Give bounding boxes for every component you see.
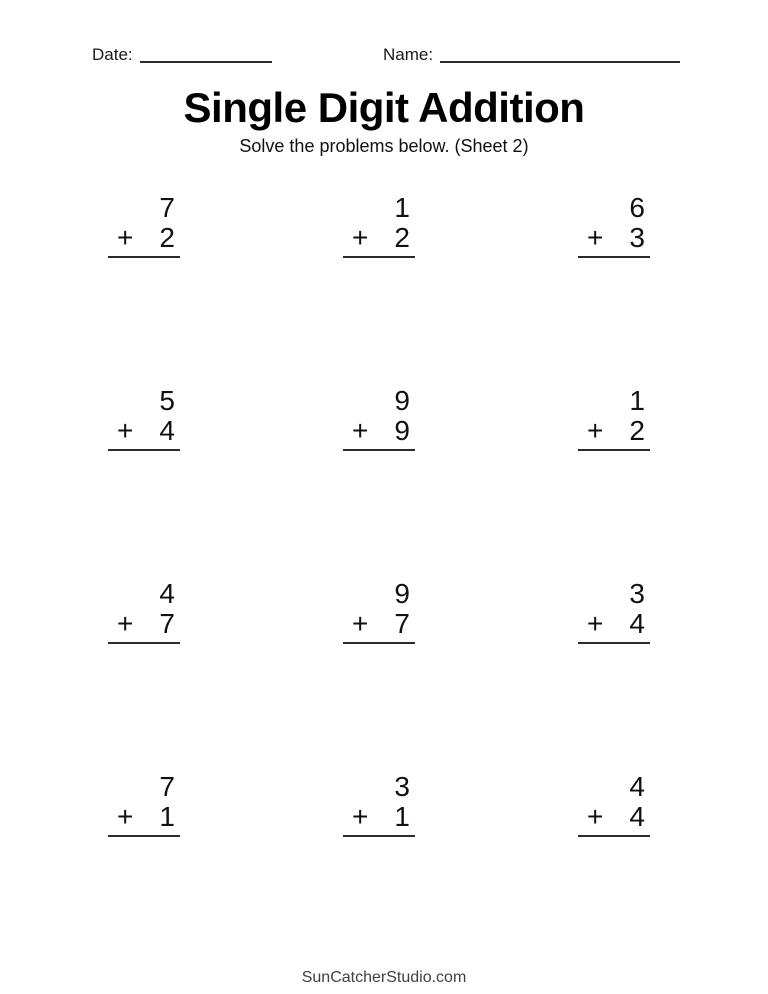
bottom-addend: 4 (159, 415, 175, 446)
addend-row (578, 223, 650, 253)
bottom-addend: 7 (394, 608, 410, 639)
answer-line (108, 256, 180, 258)
bottom-addend: 9 (394, 415, 410, 446)
top-addend: 4 (159, 578, 175, 609)
page-subtitle: Solve the problems below. (Sheet 2) (239, 136, 529, 156)
bottom-addend: 7 (159, 608, 175, 639)
answer-line (343, 642, 415, 644)
top-addend: 9 (394, 578, 410, 609)
name-field (383, 46, 680, 63)
addend-row (108, 416, 180, 446)
addition-problem (343, 579, 415, 644)
top-addend: 7 (159, 192, 175, 223)
plus-operator: + (352, 415, 369, 446)
name-blank-line (440, 46, 680, 63)
plus-operator: + (587, 608, 604, 639)
top-addend: 4 (629, 771, 645, 802)
addend-row (578, 609, 650, 639)
bottom-addend: 2 (159, 222, 175, 253)
answer-line (578, 449, 650, 451)
bottom-addend: 1 (159, 801, 175, 832)
top-addend: 1 (394, 192, 410, 223)
addition-problem (578, 386, 650, 451)
problems-grid (108, 193, 650, 837)
page-title: Single Digit Addition (183, 84, 585, 131)
plus-operator: + (587, 415, 604, 446)
addition-problem (343, 193, 415, 258)
plus-operator: + (117, 415, 134, 446)
addend-row (343, 802, 415, 832)
top-addend: 9 (394, 385, 410, 416)
answer-line (108, 642, 180, 644)
addition-problem (108, 579, 180, 644)
addition-problem (108, 193, 180, 258)
bottom-addend: 4 (629, 608, 645, 639)
answer-line (108, 449, 180, 451)
answer-line (343, 256, 415, 258)
plus-operator: + (352, 222, 369, 253)
top-addend: 1 (629, 385, 645, 416)
top-addend: 3 (629, 578, 645, 609)
addition-problem (343, 386, 415, 451)
plus-operator: + (117, 801, 134, 832)
top-addend: 3 (394, 771, 410, 802)
footer-credit: SunCatcherStudio.com (301, 969, 467, 986)
name-label: Name: (383, 45, 434, 64)
addend-row (343, 609, 415, 639)
plus-operator: + (587, 801, 604, 832)
date-label: Date: (92, 45, 133, 64)
addend-row (108, 609, 180, 639)
bottom-addend: 3 (629, 222, 645, 253)
date-field (92, 46, 272, 63)
answer-line (578, 256, 650, 258)
answer-line (578, 642, 650, 644)
date-blank-line (140, 46, 272, 63)
addition-problem (578, 772, 650, 837)
plus-operator: + (352, 608, 369, 639)
addend-row (578, 416, 650, 446)
addition-problem (108, 386, 180, 451)
addition-problem (343, 772, 415, 837)
addition-problem (108, 772, 180, 837)
addend-row (108, 223, 180, 253)
answer-line (343, 835, 415, 837)
top-addend: 7 (159, 771, 175, 802)
top-addend: 5 (159, 385, 175, 416)
bottom-addend: 2 (394, 222, 410, 253)
plus-operator: + (117, 608, 134, 639)
bottom-addend: 1 (394, 801, 410, 832)
top-addend: 6 (629, 192, 645, 223)
plus-operator: + (587, 222, 604, 253)
addition-problem (578, 193, 650, 258)
plus-operator: + (352, 801, 369, 832)
addend-row (578, 802, 650, 832)
addend-row (108, 802, 180, 832)
answer-line (343, 449, 415, 451)
answer-line (578, 835, 650, 837)
bottom-addend: 2 (629, 415, 645, 446)
plus-operator: + (117, 222, 134, 253)
addend-row (343, 416, 415, 446)
addend-row (343, 223, 415, 253)
addition-problem (578, 579, 650, 644)
answer-line (108, 835, 180, 837)
bottom-addend: 4 (629, 801, 645, 832)
